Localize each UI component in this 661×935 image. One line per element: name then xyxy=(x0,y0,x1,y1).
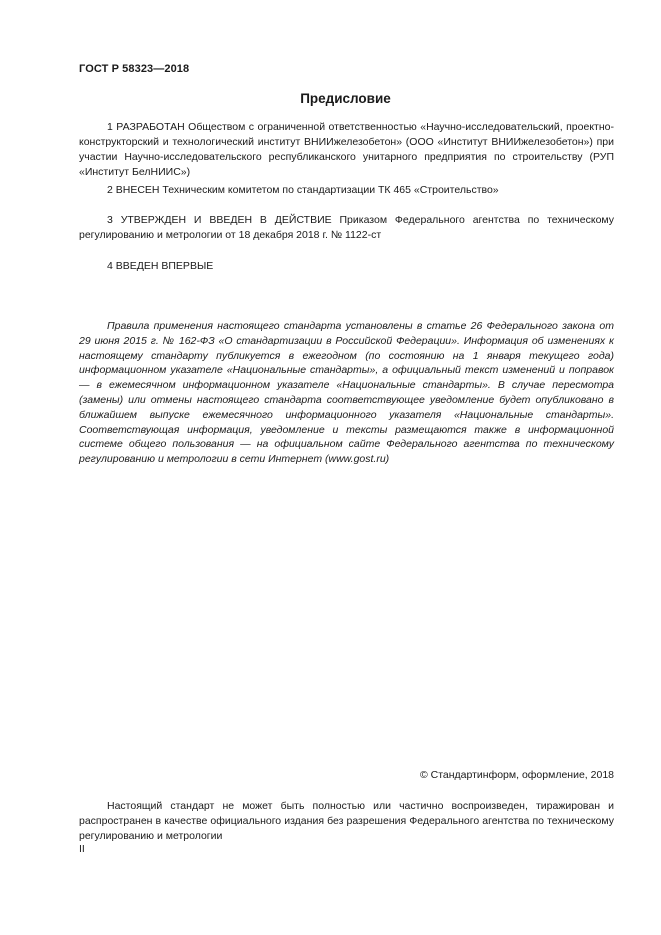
application-rules-notice: Правила применения настоящего стандарта установлены в статье 26 Федерального закона от 29 июня 2015 г. № 162-ФЗ «О стандартизации в Российской Федерации». Информация об изменениях к настоящему стандарту публикуется в ежегодном (по состоянию на 1 января текущего года) информационном указателе «Национальные стандарты», а официальный текст изменений и поправок — в ежемесячном информационном указателе «Национальные стандарты». В случае пересмотра (замены) или отмены настоящего стандарта соответствующее уведомление будет опубликовано в ближайшем выпуске ежемесячного информационного указателя «Национальные стандарты». Соответствующая информация, уведомление и тексты размещаются также в информационной системе общего пользования — на официальном сайте Федерального агентства по техническому регулированию и метрологии в сети Интернет (www.gost.ru) xyxy=(79,320,614,466)
foreword-item-3: 3 УТВЕРЖДЕН И ВВЕДЕН В ДЕЙСТВИЕ Приказом Федерального агентства по техническому регулированию и метрологии от 18 декабря 2018 г. № 1122-ст xyxy=(79,214,614,241)
reproduction-notice: Настоящий стандарт не может быть полностью или частично воспроизведен, тиражирован и распространен в качестве официального издания без разрешения Федерального агентства по техническому регулированию и метрологии xyxy=(79,800,614,842)
foreword-item-4: 4 ВВЕДЕН ВПЕРВЫЕ xyxy=(107,260,214,272)
section-title: Предисловие xyxy=(300,91,391,106)
foreword-item-2: 2 ВНЕСЕН Техническим комитетом по стандартизации ТК 465 «Строительство» xyxy=(107,184,499,196)
foreword-item-1: 1 РАЗРАБОТАН Обществом с ограниченной ответственностью «Научно-исследовательский, проектно-конструкторский и технологический институт ВНИИжелезобетон» (ООО «Институт ВНИИжелезобетон») при участии Научно-исследовательского республиканского унитарного предприятия по строительству (РУП «Институт БелНИИС») xyxy=(79,121,614,178)
document-id: ГОСТ Р 58323—2018 xyxy=(79,63,190,75)
copyright-notice: © Стандартинформ, оформление, 2018 xyxy=(419,769,614,781)
page-number: II xyxy=(79,843,85,855)
